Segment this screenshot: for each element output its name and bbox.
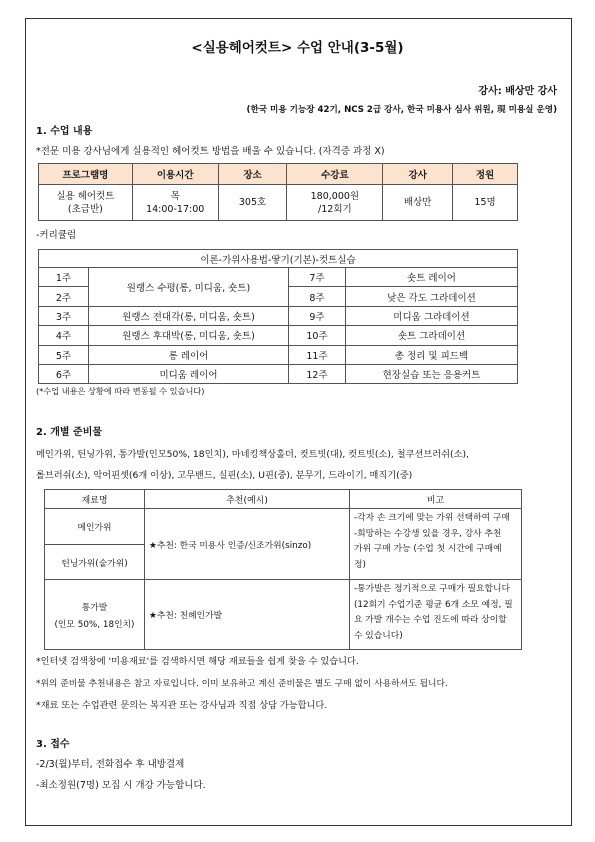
table-row (39, 185, 518, 221)
table-row: 6주 미디움 레이어 12주 현장실습 또는 응용커트 (39, 364, 518, 383)
header-fee: 수강료 (287, 164, 383, 185)
recommendation-scissors: ★추천: 한국 미용사 인증/신조가위(sinzo) (145, 509, 350, 580)
place-cell: 305호 (218, 185, 287, 221)
table-row: 5주 롱 레이어 11주 총 정리 및 피드백 (39, 345, 518, 364)
materials-list-line1: 메인가위, 틴닝가위, 통가발(인모50%, 18인치), 마네킹책상홀더, 컷트빗(대), 컷트빗(소), 철쿠션브러쉬(소), (36, 449, 469, 460)
registration-line2: -최소정원(7명) 모집 시 개강 가능합니다. (36, 780, 206, 791)
course-info-table (38, 163, 518, 221)
capacity-cell: 15명 (453, 185, 518, 221)
remarks-scissors: -각자 손 크기에 맞는 가위 선택하여 구매 -희망하는 수강생 있을 경우, 강사 추천 가위 구매 가능 (수업 첫 시간에 구매예 정) (350, 509, 522, 580)
table-row: 1주 원랭스 수평(롱, 미디움, 숏트) 7주 숏트 레이어 (39, 268, 518, 287)
tip-reference: *위의 준비물 추천내용은 참고 자료입니다. 이미 보유하고 계신 준비물은 별도 구매 없이 사용하셔도 됩니다. (36, 679, 448, 689)
section1-intro: *전문 미용 강사님에게 실용적인 헤어컷트 방법을 배울 수 있습니다. (자격증 과정 X) (36, 146, 385, 157)
table-row: 4주 원랭스 후대박(롱, 미디움, 숏트) 10주 숏트 그라데이션 (39, 326, 518, 345)
recommendation-wig: ★추천: 천혜인가발 (145, 580, 350, 650)
table-row (45, 509, 522, 545)
header-program: 프로그램명 (39, 164, 133, 185)
section1-heading: 1. 수업 내용 (36, 126, 93, 137)
header-place: 장소 (218, 164, 287, 185)
header-recommendation: 추천(예시) (145, 490, 350, 509)
program-cell: 실용 헤어컷트 (초급반) (39, 185, 133, 221)
tip-contact: *재료 또는 수업관련 문의는 복지관 또는 강사님과 직접 상담 가능합니다. (36, 700, 328, 711)
material-main-scissors: 메인가위 (45, 509, 145, 545)
material-thinning-scissors: 틴닝가위(숱가위) (45, 545, 145, 580)
page-title: <실용헤어컷트> 수업 안내(3-5월) (191, 40, 404, 56)
teacher-cell: 배상만 (383, 185, 453, 221)
tip-search: *인터넷 검색창에 '미용재료'를 검색하시면 해당 재료들을 쉽게 찾을 수 있습니다. (36, 656, 359, 667)
registration-line1: -2/3(월)부터, 전화접수 후 내방결제 (36, 759, 185, 770)
material-wig: 통가발 (인모 50%, 18인치) (45, 580, 145, 650)
section3-heading: 3. 접수 (36, 739, 70, 750)
fee-cell: 180,000원 /12회기 (287, 185, 383, 221)
curriculum-note: (*수업 내용은 상황에 따라 변동될 수 있습니다) (36, 386, 205, 396)
table-row: 3주 원랭스 전대각(롱, 미디움, 숏트) 9주 미디움 그라데이션 (39, 306, 518, 325)
header-remarks: 비고 (350, 490, 522, 509)
section2-heading: 2. 개별 준비물 (36, 427, 103, 438)
header-time: 이용시간 (132, 164, 218, 185)
time-cell: 목 14:00-17:00 (132, 185, 218, 221)
remarks-wig: -통가발은 정기적으로 구매가 필요합니다 (12회기 수업기준 평균 6개 소모 예정, 필 요 가발 개수는 수업 진도에 따라 상이할 수 있습니다) (350, 580, 522, 650)
curriculum-label: -커리큘럼 (36, 230, 77, 241)
instructor-name: 강사: 배상만 강사 (478, 86, 557, 97)
header-teacher: 강사 (383, 164, 453, 185)
instructor-credentials: (한국 미용 기능장 42기, NCS 2급 강사, 한국 미용사 심사 위원, 現 미용실 운영) (246, 105, 557, 115)
curriculum-header: 이론-가위사용법-땋기(기본)-컷트실습 (39, 250, 518, 268)
materials-list-line2: 롤브러쉬(소), 악어핀셋(6개 이상), 고무밴드, 실핀(소), U핀(중), 분무기, 드라이기, 매직기(중) (36, 470, 413, 481)
table-row (45, 580, 522, 650)
header-capacity: 정원 (453, 164, 518, 185)
curriculum-table (38, 249, 518, 384)
materials-table (44, 489, 522, 650)
table-row: 2주 8주 낮은 각도 그라데이션 (39, 287, 518, 306)
header-material: 재료명 (45, 490, 145, 509)
